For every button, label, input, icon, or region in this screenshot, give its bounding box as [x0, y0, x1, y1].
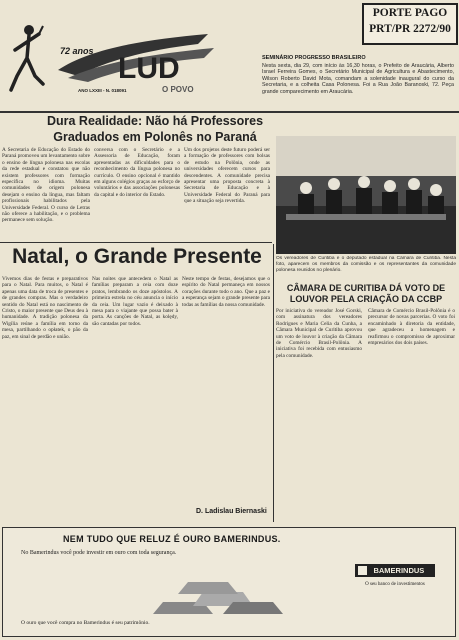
svg-text:LUD: LUD — [118, 52, 180, 85]
article3-col1: Por iniciativa do vereador José Gorski, com assinatura dos vereadores Rodrigues e Maria Celia da Cunha, a Câmara Municipal de Curitiba aprovou um voto de louvor à criação da Câmara de Comércio Brasil-Polônia. A iniciativa foi recebida com entusiasmo pela comunidade. — [276, 308, 362, 359]
article1-title-line1: Dura Realidade: Não há Professores — [46, 114, 264, 128]
ad-headline: NEM TUDO QUE RELUZ É OURO BAMERINDUS. — [63, 534, 281, 544]
article3-col2: Câmara de Comércio Brasil-Polônia é o precursor de novas parcerias. O voto foi encaminhado à diretoria da entidade, que agradeceu a homenagem e reafirmou o compromisso de aproximar empresários dos dois países. — [368, 308, 455, 347]
porte-pago-box — [362, 3, 458, 45]
logo-wings-icon — [58, 30, 218, 85]
article2-author: D. Ladislau Biernaski — [196, 508, 267, 515]
article1-title-line2: Graduados em Polonês no Paraná — [53, 130, 257, 144]
article1-divider — [0, 242, 272, 243]
article2-title: Natal, o Grande Presente — [12, 245, 262, 268]
article3-title-line2: LOUVOR PELA CRIAÇÃO DA CCBP — [289, 294, 443, 304]
ad-footer: O ouro que você compra no Bamerindus é seu patrimônio. — [21, 620, 150, 626]
header-divider — [0, 111, 459, 113]
article2-col3: Neste tempo de festas, desejamos que o espírito do Natal permaneça em nossos corações durante todo o ano. Que a paz e a esperança sejam o grande presente para todas as famílias da nossa comunidade. — [182, 276, 270, 308]
logo-opovo: O POVO — [162, 85, 194, 94]
article2-col1: Vivemos dias de festas e preparativos para o Natal. Para muitos, o Natal é apenas uma data de troca de presentes e de grandes compras. Mas o verdadeiro sentido do Natal está no nascimento de Cristo, o maior presente que Deus deu à humanidade. A tradição polonesa da Wigília reúne a família em torno da mesa, partilhando o opłatek, o pão da paz, em sinal de perdão e união. — [2, 276, 88, 340]
masthead — [0, 0, 459, 110]
photo1-caption: Os vereadores de Curitiba e o deputado estadual na Câmara de Curitiba. Nesta foto, aparecem os membros da comissão e os representantes da comunidade polonesa reunidos no plenário. — [276, 256, 456, 273]
article2-col2: Nas noites que antecedem o Natal as famílias preparam a ceia com doze pratos, lembrando os doze apóstolos. A primeira estrela no céu anuncia o início da ceia. Um lugar vazio é deixado à mesa para o viajante que possa bater à porta. As canções de Natal, as kolędy, são cantadas por todos. — [92, 276, 178, 327]
article1-col2: conversa com o Secretário e a Assessoria de Educação, foram apresentadas as dificuldades para o reconhecimento da língua polonesa no currículo. O ensino opcional é mantido em alguns colégios graças ao esforço de voluntários e das associações polonesas da capital e do interior do Estado. — [94, 147, 180, 198]
seminar-text: Nesta sexta, dia 29, com início às 16,30 horas, o Prefeito de Araucária, Alberto Israel Ferreira Gomes, o Secretário Municipal de Agricultura e Abastecimento, Wilson Roberto David Mota, comandam a solenidade inaugural do curso da Secretaria, e a colheita Casa Polonesa. Foi a Rua João Baranoski, 72. Peça grande comparecimento em Araucária. — [262, 63, 454, 95]
porte-line1: PORTE PAGO — [372, 7, 448, 19]
runner-figure-icon — [3, 20, 51, 100]
logo-anniversary: 72 anos — [60, 46, 94, 56]
ad-brand-badge — [355, 564, 435, 577]
logo-issue: ANO LXXIII - N. 018091 — [78, 88, 127, 93]
ad-slogan: O seu banco de investimentos — [365, 582, 425, 587]
photo-council-meeting — [276, 136, 456, 254]
bamerindus-logo-icon — [358, 566, 367, 575]
seminar-title: SEMINÁRIO PROGRESSO BRASILEIRO — [262, 55, 366, 61]
council-photo-icon — [276, 136, 456, 254]
column-divider — [273, 244, 274, 522]
article1-col3: Um dos projetos deste futuro poderá ser a formação de professores com bolsas de estudo na Polônia, onde as universidades oferecem cursos para descendentes. A comunidade precisa apresentar uma proposta concreta à Secretaria de Educação e à Universidade Federal do Paraná para que a situação seja revertida. — [184, 147, 270, 205]
article3-title-line1: CÂMARA DE CURITIBA DÁ VOTO DE — [286, 283, 446, 293]
article1-col1: A Secretaria de Educação do Estado do Paraná promoveu um levantamento sobre o ensino de língua polonesa nas escolas da rede estadual e constatou que não existem professores com formação específica no idioma. Muitas comunidades de origem polonesa desejam o ensino da língua, mas faltam profissionais habilitados pela Universidade Federal. O curso de Letras não oferece a habilitação, e o problema permanece sem solução. — [2, 147, 90, 224]
gold-bars-icon — [143, 562, 293, 620]
porte-line2: PRT/PR 2272/90 — [369, 23, 451, 35]
bamerindus-ad — [2, 527, 456, 637]
ad-brand: BAMERINDUS — [373, 566, 425, 575]
ad-subline: No Bamerindus você pode investir em ouro com toda segurança. — [21, 550, 177, 556]
logo — [58, 30, 218, 100]
